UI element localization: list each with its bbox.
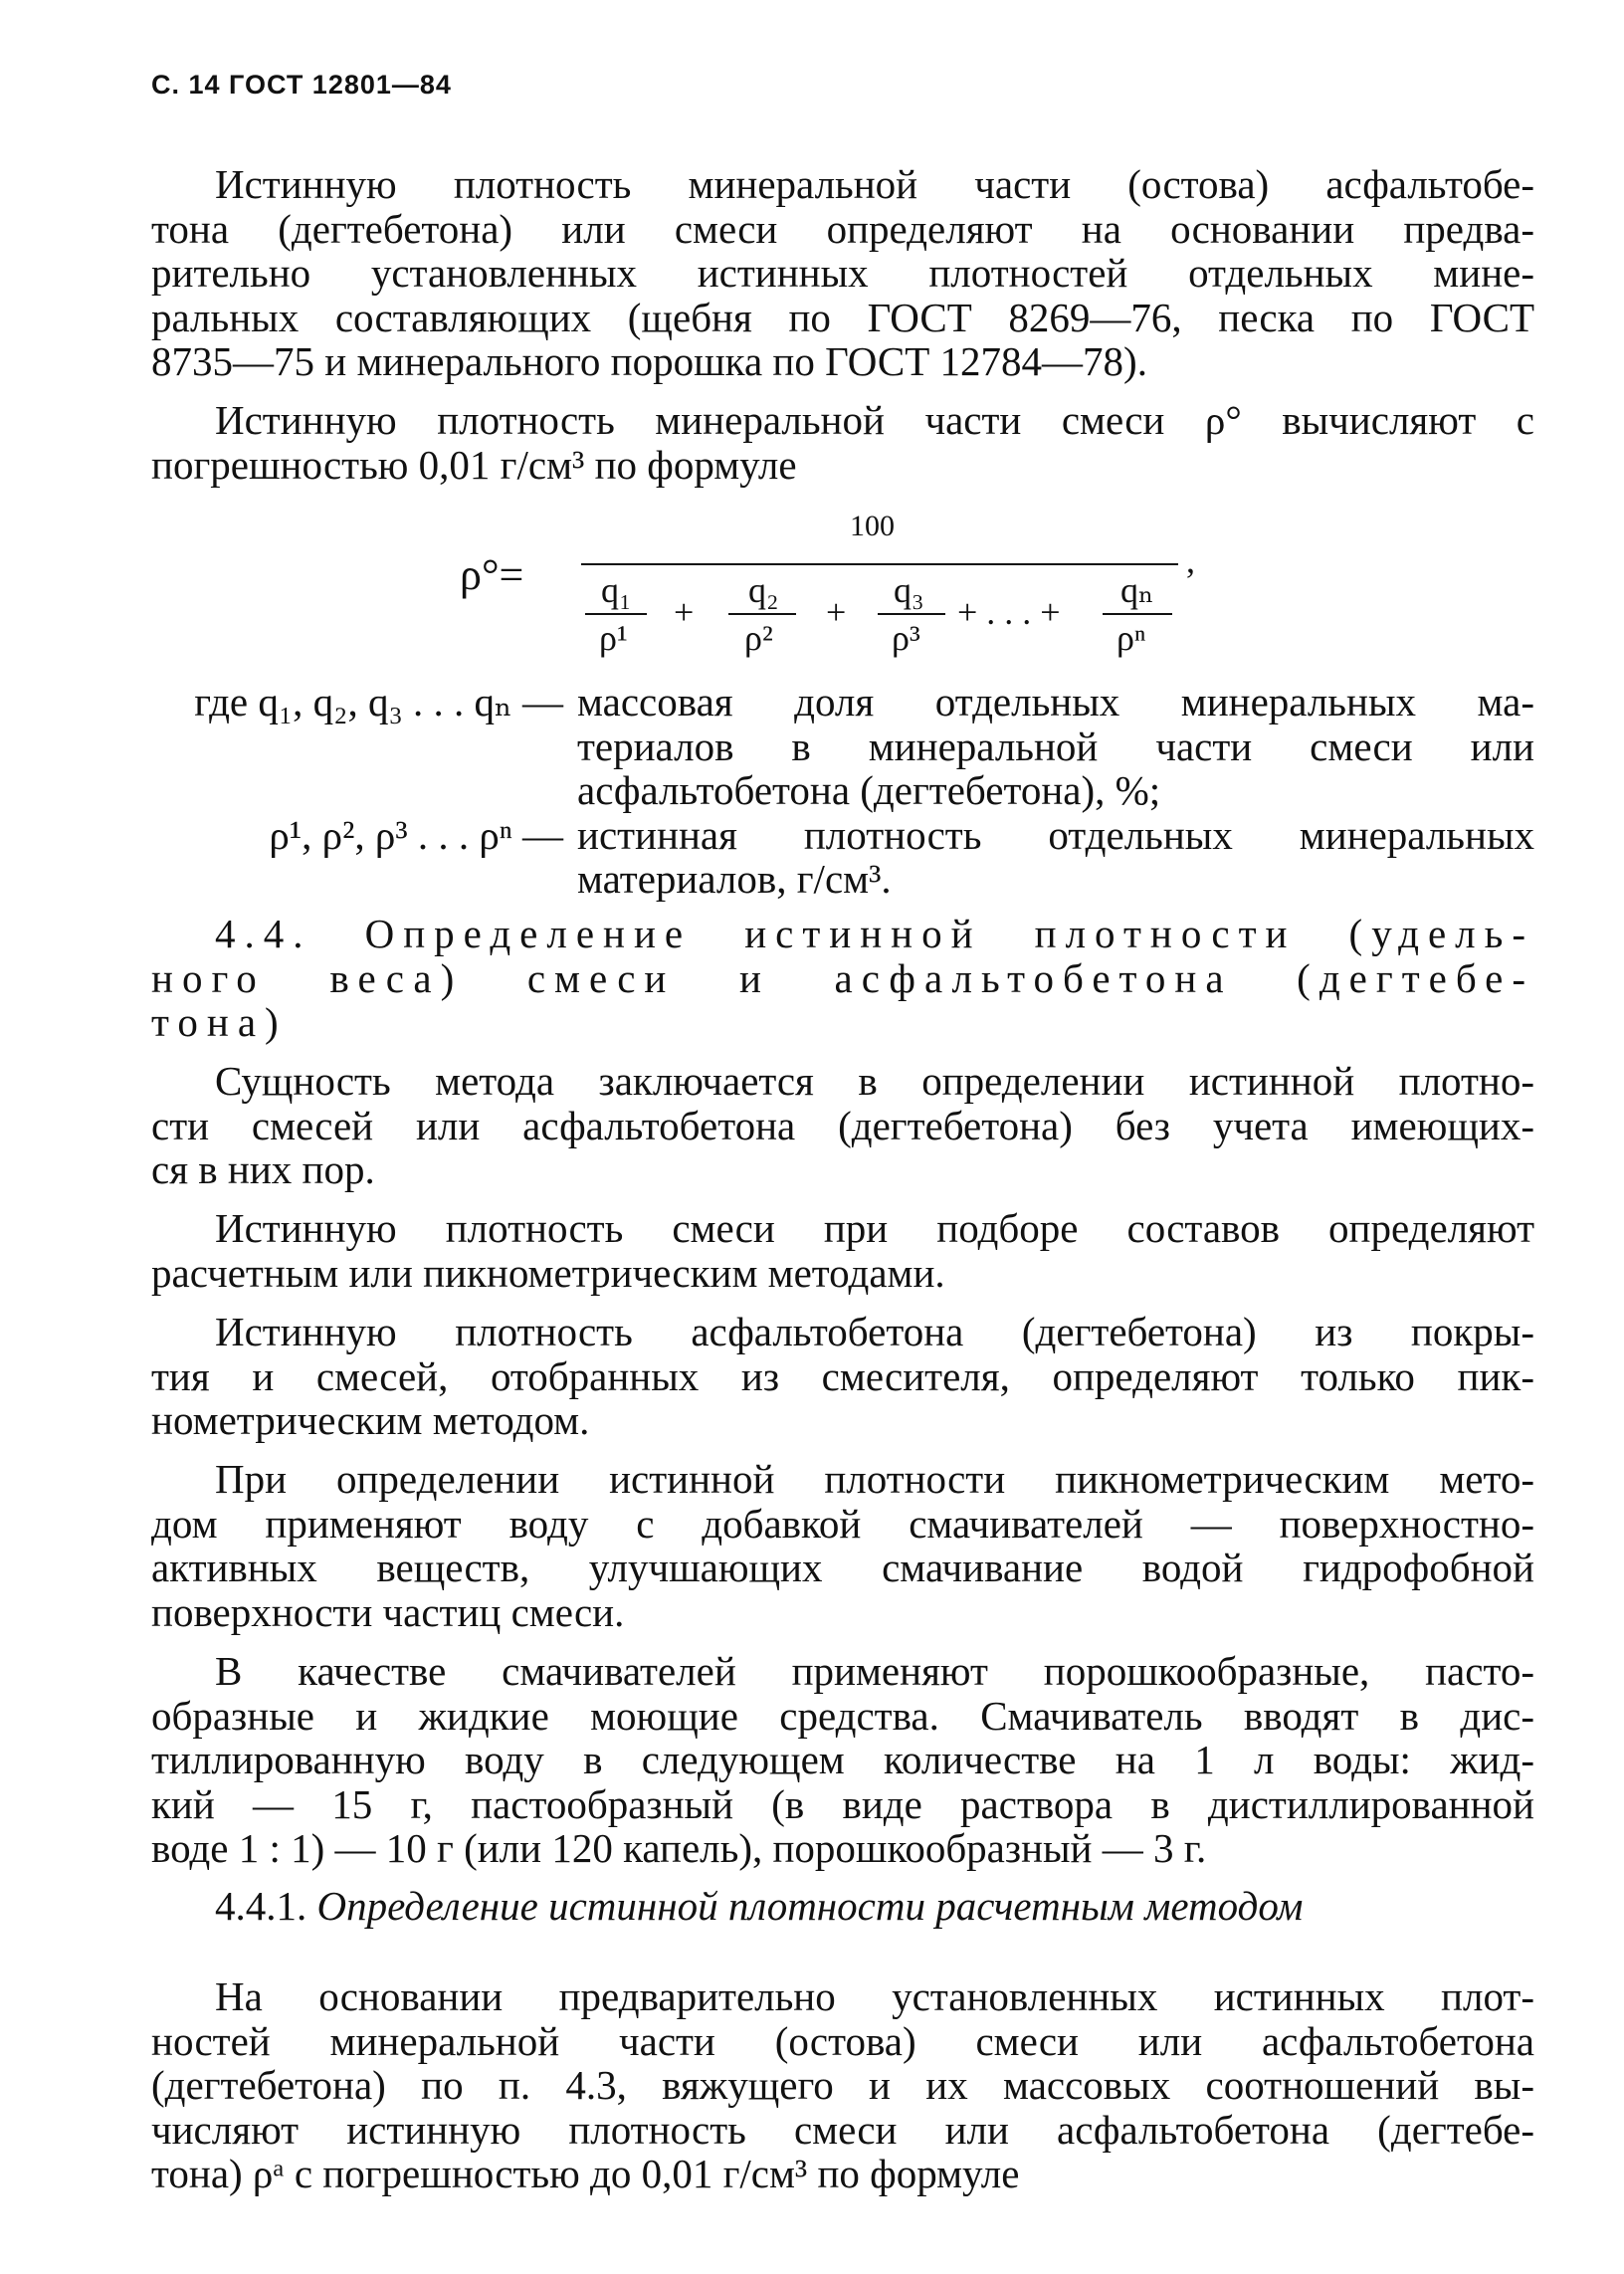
- paragraph-method-essence: [151, 1059, 1534, 1192]
- text-line: Истинную плотность минеральной части смеси ρ° вычисляют с: [215, 397, 1534, 443]
- rho2-term: ρ²: [744, 618, 773, 658]
- text-line: истинная плотность отдельных минеральных: [577, 811, 1534, 858]
- text-line: расчетным или пикнометрическим методами.: [151, 1249, 945, 1296]
- paragraph-pycnometric: [151, 1310, 1534, 1443]
- definition-text: [577, 813, 1534, 902]
- text-line: погрешностью 0,01 г/см³ по формуле: [151, 441, 797, 488]
- plus-sign: +: [674, 592, 695, 632]
- definition-q: [151, 680, 1534, 813]
- text-line: массовая доля отдельных минеральных ма-: [577, 679, 1534, 724]
- text-line: тона (дегтебетона) или смеси определяют на основании предва-: [151, 205, 1534, 252]
- text-line: активных веществ, улучшающих смачивание водой гидрофобной: [151, 1545, 1534, 1590]
- text-line: Истинную плотность смеси при подборе составов определяют: [215, 1205, 1534, 1251]
- formula-definitions: [151, 680, 1534, 902]
- text-line: поверхности частиц смеси.: [151, 1588, 625, 1635]
- text-line: числяют истинную плотность смеси или асфальтобетона (дегтебе-: [151, 2106, 1534, 2153]
- rho3-term: ρ³: [892, 618, 920, 658]
- text-line: 8735—75 и минерального порошка по ГОСТ 12784—78).: [151, 338, 1147, 384]
- text-line: тиллированную воду в следующем количестве на 1 л воды: жид-: [151, 1737, 1534, 1782]
- fraction-bar: [585, 613, 647, 615]
- definition-term: ρ¹, ρ², ρ³ . . . ρⁿ —: [269, 811, 563, 858]
- qn-term: qₙ: [1120, 570, 1154, 610]
- text-line: воде 1 : 1) — 10 г (или 120 капель), порошкообразный — 3 г.: [151, 1825, 1207, 1871]
- paragraph-methods: [151, 1206, 1534, 1295]
- definition-rho: [151, 813, 1534, 902]
- text-line: (дегтебетона) по п. 4.3, вяжущего и их массовых соотношений вы-: [151, 2062, 1534, 2108]
- paragraph-wetting-agents: [151, 1457, 1534, 1634]
- paragraph-mineral-density: [151, 162, 1534, 384]
- plus-ellipsis: + . . . +: [957, 592, 1061, 632]
- text-line: кий — 15 г, пастообразный (в виде раствора в дистиллированной: [151, 1780, 1534, 1827]
- definition-text: [577, 680, 1534, 813]
- text-line: тона) ρᵃ с погрешностью до 0,01 г/см³ по формуле: [151, 2151, 1020, 2196]
- page-header: С. 14 ГОСТ 12801—84: [151, 70, 452, 100]
- heading-line: ного веса) смеси и асфальтобетона (дегтебе-: [151, 954, 1534, 1001]
- paragraph-formula-intro: [151, 398, 1534, 487]
- text-line: сти смесей или асфальтобетона (дегтебетона) без учета имеющих-: [151, 1102, 1534, 1148]
- text-line: На основании предварительно установленных истинных плот-: [215, 1973, 1534, 2019]
- text-line: ральных составляющих (щебня по ГОСТ 8269—76, песка по ГОСТ: [151, 294, 1534, 340]
- fraction-bar: [728, 613, 796, 615]
- paragraph-calculation: [151, 1974, 1534, 2196]
- formula-comma: ,: [1186, 540, 1195, 580]
- text-line: нометрическим методом.: [151, 1397, 590, 1443]
- plus-sign: +: [826, 592, 847, 632]
- q1-term: q₁: [601, 570, 632, 610]
- text-line: териалов в минеральной части смеси или: [577, 723, 1534, 769]
- text-line: В качестве смачивателей применяют порошкообразные, пасто-: [215, 1648, 1534, 1694]
- q2-term: q₂: [748, 570, 779, 610]
- q3-term: q₃: [894, 570, 924, 610]
- formula-numerator: 100: [850, 510, 895, 542]
- formula-lhs: ρ°=: [460, 550, 524, 599]
- text-line: ся в них пор.: [151, 1146, 375, 1192]
- text-line: дом применяют воду с добавкой смачивателей — поверхностно-: [151, 1500, 1534, 1547]
- fraction-bar: [878, 613, 945, 615]
- text-line: Истинную плотность минеральной части (остова) асфальтобе-: [215, 161, 1534, 207]
- text-line: рительно установленных истинных плотностей отдельных мине-: [151, 250, 1534, 296]
- text-line: материалов, г/см³.: [577, 856, 892, 902]
- heading-line: тона): [151, 999, 288, 1045]
- paragraph-detergents: [151, 1649, 1534, 1871]
- rhon-term: ρⁿ: [1116, 618, 1146, 658]
- text-line: образные и жидкие моющие средства. Смачиватель вводят в дис-: [151, 1692, 1534, 1739]
- section-number: 4.4.1.: [215, 1883, 307, 1929]
- text-line: Истинную плотность асфальтобетона (дегтебетона) из покры-: [215, 1309, 1534, 1354]
- main-fraction-bar: [581, 563, 1178, 565]
- fraction-bar: [1103, 613, 1172, 615]
- text-line: При определении истинной плотности пикнометрическим мето-: [215, 1456, 1534, 1502]
- text-line: асфальтобетона (дегтебетона), %;: [577, 767, 1161, 813]
- section-heading-4-4: [151, 912, 1534, 1045]
- text-line: ностей минеральной части (остова) смеси или асфальтобетона: [151, 2017, 1534, 2064]
- rho1-term: ρ¹: [599, 618, 628, 658]
- text-line: тия и смесей, отобранных из смесителя, определяют только пик-: [151, 1352, 1534, 1399]
- definition-term: где q₁, q₂, q₃ . . . qₙ —: [194, 679, 563, 724]
- text-line: Сущность метода заключается в определении истинной плотно-: [215, 1058, 1534, 1104]
- section-title: Определение истинной плотности расчетным методом: [316, 1883, 1304, 1929]
- section-heading-4-4-1: [151, 1884, 1534, 1929]
- heading-line: 4.4. Определение истинной плотности (удель-: [215, 911, 1534, 956]
- formula-mineral-density: [460, 510, 1216, 659]
